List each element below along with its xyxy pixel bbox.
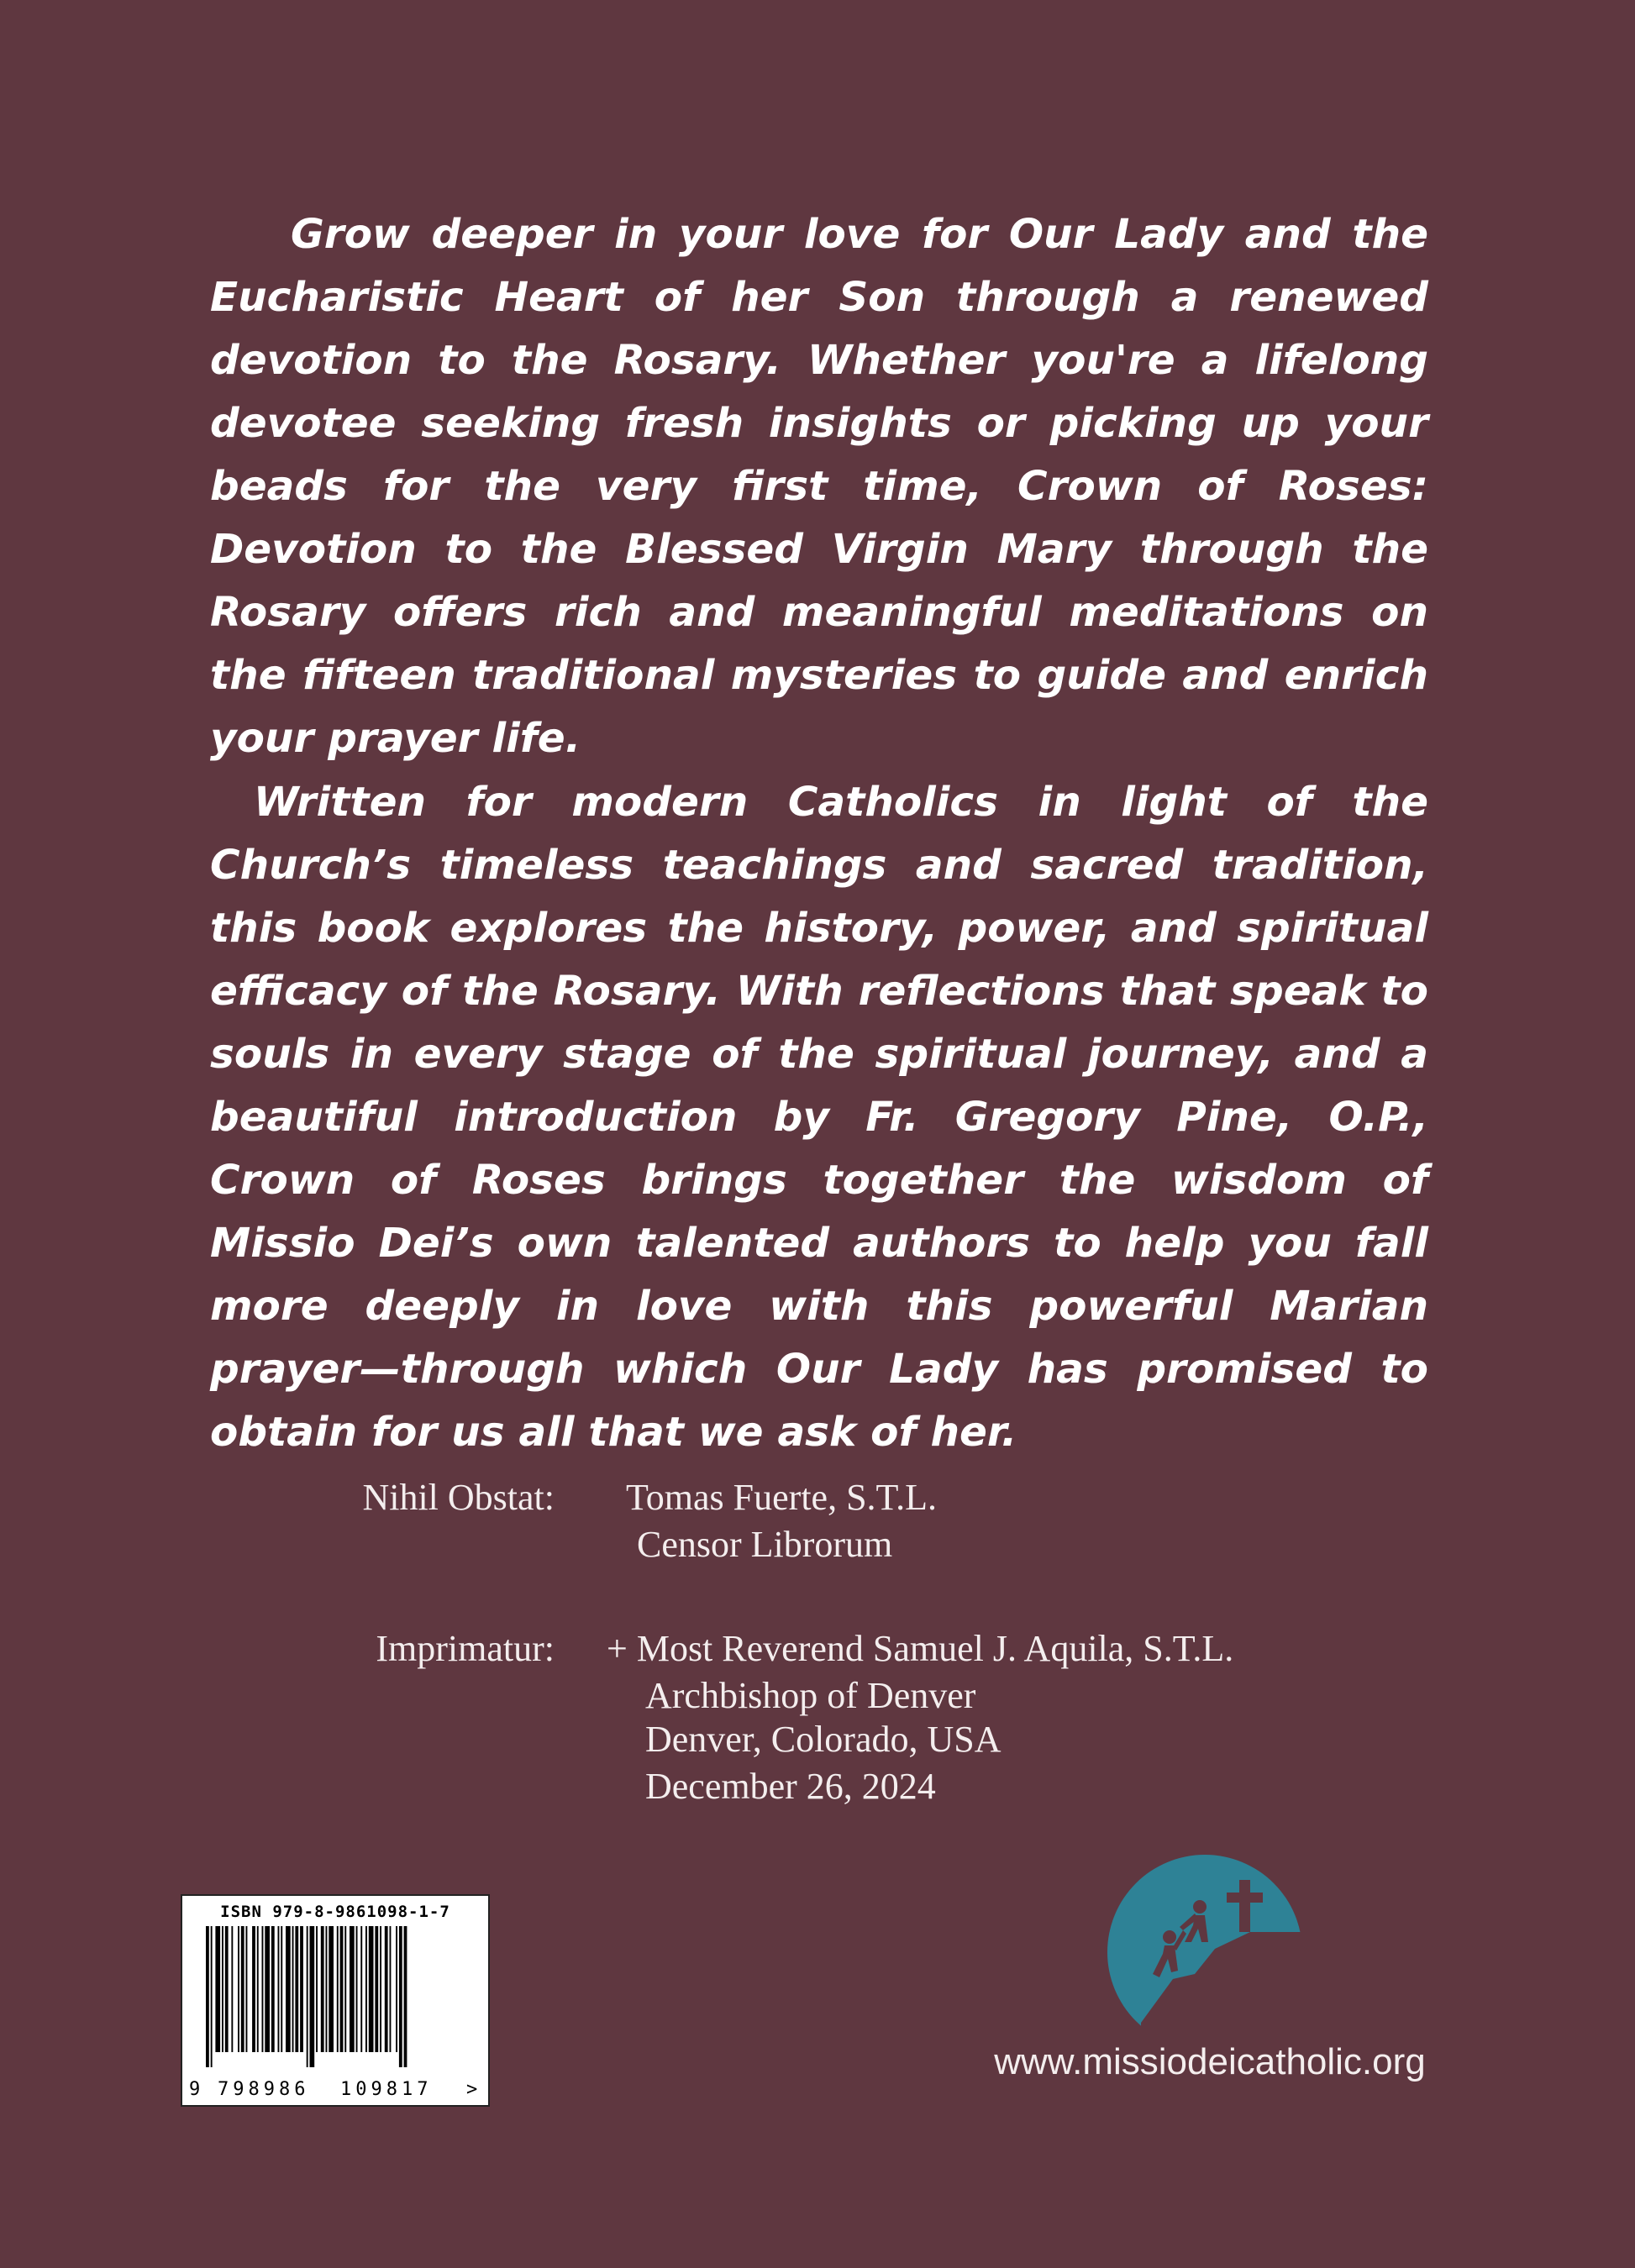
barcode-bar	[262, 1926, 264, 2052]
barcode-bar	[404, 1926, 407, 2067]
isbn-arrow: >	[466, 2079, 478, 2100]
imprimatur-label: Imprimatur:	[376, 1628, 555, 1669]
publisher-website[interactable]: www.missiodeicatholic.org	[994, 2041, 1426, 2082]
barcode-bar	[316, 1926, 318, 2052]
barcode-bar	[344, 1926, 346, 2052]
barcode-bar	[300, 1926, 303, 2052]
isbn-digit-first: 9	[189, 2079, 201, 2100]
isbn-digits-left: 798986	[218, 2079, 310, 2100]
barcode-bar	[329, 1926, 334, 2052]
barcode-bars	[206, 1926, 466, 2067]
barcode-bar	[295, 1926, 298, 2052]
barcode-bar	[286, 1926, 291, 2052]
isbn-barcode	[181, 1894, 490, 2107]
barcode-bar	[211, 1926, 213, 2067]
barcode-bar	[321, 1926, 324, 2052]
imprimatur-title: Archbishop of Denver	[645, 1675, 976, 1716]
barcode-bar	[281, 1926, 282, 2052]
barcode-bar	[246, 1926, 248, 2052]
barcode-bar	[326, 1926, 328, 2052]
barcode-bar	[369, 1926, 374, 2052]
nihil-obstat-name: Tomas Fuerte, S.T.L.	[626, 1477, 938, 1518]
barcode-bar	[231, 1926, 233, 2052]
barcode-bar	[340, 1926, 344, 2052]
barcode-bar	[238, 1926, 239, 2052]
barcode-bar	[252, 1926, 255, 2052]
barcode-bar	[380, 1926, 381, 2052]
barcode-bar	[307, 1926, 308, 2067]
barcode-bar	[385, 1926, 388, 2052]
barcode-bar	[310, 1926, 315, 2067]
barcode-bar	[399, 1926, 402, 2067]
imprimatur-date: December 26, 2024	[645, 1766, 936, 1807]
imprimatur-place: Denver, Colorado, USA	[645, 1719, 1002, 1760]
barcode-bar	[396, 1926, 397, 2052]
barcode-bar	[257, 1926, 259, 2052]
barcode-bar	[222, 1926, 223, 2052]
barcode-bar	[350, 1926, 355, 2052]
barcode-bar	[206, 1926, 209, 2067]
barcode-bar	[278, 1926, 280, 2052]
barcode-bar	[265, 1926, 270, 2052]
barcode-bar	[360, 1926, 362, 2052]
nihil-obstat-title: Censor Librorum	[637, 1524, 893, 1565]
missio-dei-logo-icon	[1107, 1855, 1302, 2050]
barcode-bar	[225, 1926, 229, 2052]
barcode-bar	[215, 1926, 220, 2052]
isbn-label: ISBN 979-8-9861098-1-7	[220, 1903, 450, 1921]
imprimatur-name: + Most Reverend Samuel J. Aquila, S.T.L.	[607, 1628, 1234, 1669]
isbn-digits-right: 109817	[340, 2079, 433, 2100]
blurb-paragraph-1: Grow deeper in your love for Our Lady and the Eucharistic Heart of her Son through a renewed devotion to the Rosary. Whether you're a lifelong devotee seeking fresh insights or picking up your beads for the very first time, Crown of Roses: Devotion to the Blessed Virgin Mary through the Rosary offers rich and meaningful meditations on the fifteen traditional mysteries to guide and enrich your prayer life.	[210, 211, 1428, 762]
barcode-bar	[271, 1926, 275, 2052]
barcode-bar	[390, 1926, 392, 2052]
nihil-obstat-label: Nihil Obstat:	[362, 1477, 555, 1518]
barcode-bar	[241, 1926, 244, 2052]
barcode-bar	[375, 1926, 378, 2052]
blurb-paragraph-2: Written for modern Catholics in light of the Church’s timeless teachings and sacred tradition, this book explores the history, power, and spiritual efficacy of the Rosary. With reflections that speak to souls in every stage of the spiritual journey, and a beautiful introduction by Fr. Gregory Pine, O.P., Crown of Roses brings together the wisdom of Missio Dei’s own talented authors to help you fall more deeply in love with this powerful Marian prayer—through which Our Lady has promised to obtain for us all that we ask of her.	[210, 779, 1428, 1456]
barcode-bar	[337, 1926, 339, 2052]
barcode-bar	[292, 1926, 294, 2052]
barcode-bar	[365, 1926, 367, 2052]
barcode-bar	[356, 1926, 358, 2052]
